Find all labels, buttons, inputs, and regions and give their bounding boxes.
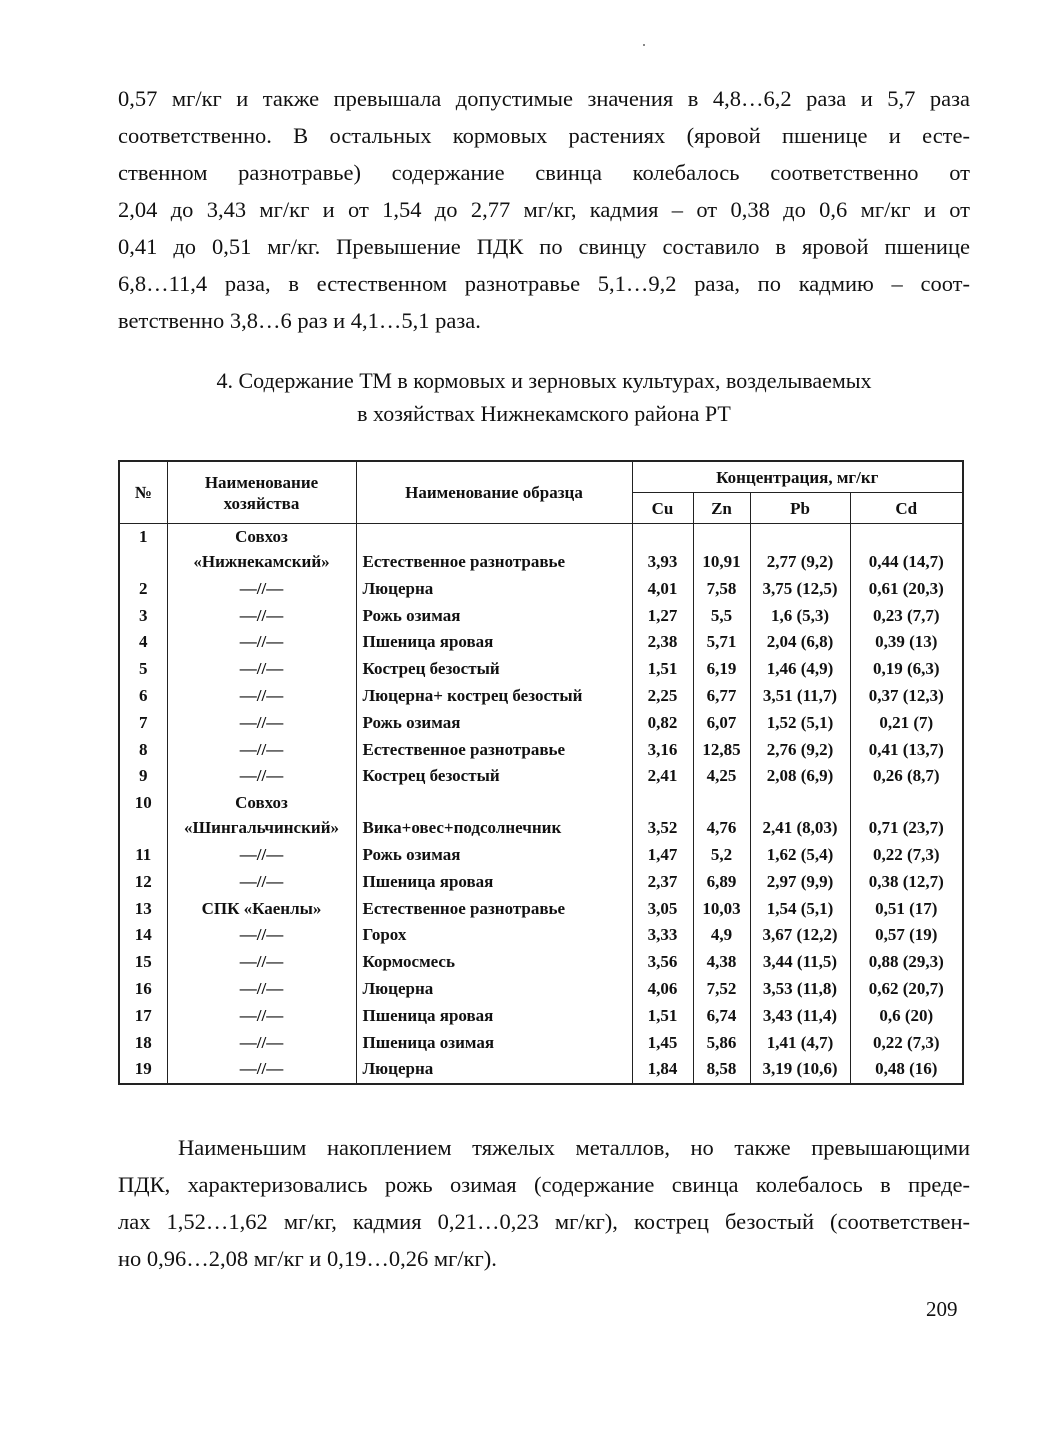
cell-zn: 6,74	[693, 1003, 750, 1030]
cell-pb: 3,67 (12,2)	[750, 922, 850, 949]
cell-pb	[750, 790, 850, 815]
cell-cu: 3,33	[632, 922, 693, 949]
cell-num: 10	[119, 790, 167, 815]
cell-pb	[750, 524, 850, 550]
cell-farm: —//—	[167, 922, 356, 949]
header-pb: Pb	[750, 493, 850, 524]
table-row	[119, 524, 963, 550]
cell-zn: 6,77	[693, 683, 750, 710]
cell-cd: 0,22 (7,3)	[850, 1030, 963, 1057]
cell-cd: 0,48 (16)	[850, 1056, 963, 1084]
text-line: Наименьшим накоплением тяжелых металлов, но также превышающими	[178, 1135, 970, 1160]
cell-cu: 3,93	[632, 549, 693, 576]
cell-cu: 1,47	[632, 842, 693, 869]
caption-line-2: в хозяйствах Нижнекамского района РТ	[357, 401, 731, 426]
table-row	[119, 896, 963, 923]
table-row	[119, 629, 963, 656]
cell-pb: 3,53 (11,8)	[750, 976, 850, 1003]
header-sample: Наименование образца	[356, 461, 632, 524]
cell-cd: 0,26 (8,7)	[850, 763, 963, 790]
cell-num: 14	[119, 922, 167, 949]
cell-zn	[693, 524, 750, 550]
cell-pb: 3,19 (10,6)	[750, 1056, 850, 1084]
cell-zn: 5,86	[693, 1030, 750, 1057]
cell-sample: Рожь озимая	[356, 603, 632, 630]
page-number: 209	[926, 1297, 958, 1321]
table-row	[119, 790, 963, 815]
table-row	[119, 683, 963, 710]
cell-pb: 2,76 (9,2)	[750, 737, 850, 764]
header-concentration: Концентрация, мг/кг	[632, 461, 963, 493]
cell-cd: 0,39 (13)	[850, 629, 963, 656]
table-row	[119, 1030, 963, 1057]
table-body	[119, 524, 963, 1085]
text-line: 0,41 до 0,51 мг/кг. Превышение ПДК по свинцу составило в яровой пшенице	[118, 234, 970, 259]
cell-farm: СПК «Каенлы»	[167, 896, 356, 923]
cell-sample: Естественное разнотравье	[356, 896, 632, 923]
cell-farm: —//—	[167, 1056, 356, 1084]
cell-zn: 5,71	[693, 629, 750, 656]
cell-cu	[632, 790, 693, 815]
cell-num: 17	[119, 1003, 167, 1030]
cell-pb: 2,77 (9,2)	[750, 549, 850, 576]
cell-pb: 3,75 (12,5)	[750, 576, 850, 603]
cell-num: 7	[119, 710, 167, 737]
header-farm: Наименование хозяйства	[167, 461, 356, 524]
cell-pb: 1,62 (5,4)	[750, 842, 850, 869]
cell-pb: 1,41 (4,7)	[750, 1030, 850, 1057]
cell-cu: 3,56	[632, 949, 693, 976]
cell-cu: 1,51	[632, 656, 693, 683]
cell-zn: 4,25	[693, 763, 750, 790]
cell-num: 4	[119, 629, 167, 656]
cell-zn: 10,91	[693, 549, 750, 576]
cell-sample: Естественное разнотравье	[356, 737, 632, 764]
cell-zn: 6,89	[693, 869, 750, 896]
cell-cd: 0,41 (13,7)	[850, 737, 963, 764]
cell-pb: 1,54 (5,1)	[750, 896, 850, 923]
table-row	[119, 976, 963, 1003]
table-row	[119, 549, 963, 576]
cell-cu	[632, 524, 693, 550]
cell-cu: 4,01	[632, 576, 693, 603]
table-row	[119, 656, 963, 683]
cell-cd: 0,38 (12,7)	[850, 869, 963, 896]
cell-cd: 0,22 (7,3)	[850, 842, 963, 869]
paragraph-top	[118, 80, 970, 339]
cell-num: 11	[119, 842, 167, 869]
cell-cu: 2,25	[632, 683, 693, 710]
table-row	[119, 710, 963, 737]
text-line: ветственно 3,8…6 раз и 4,1…5,1 раза.	[118, 308, 481, 333]
cell-num: 8	[119, 737, 167, 764]
cell-farm: —//—	[167, 869, 356, 896]
cell-zn: 6,07	[693, 710, 750, 737]
cell-sample: Рожь озимая	[356, 710, 632, 737]
cell-sample: Люцерна	[356, 576, 632, 603]
cell-zn: 6,19	[693, 656, 750, 683]
cell-num: 5	[119, 656, 167, 683]
cell-cu: 4,06	[632, 976, 693, 1003]
cell-sample	[356, 790, 632, 815]
cell-pb: 1,52 (5,1)	[750, 710, 850, 737]
cell-sample: Кострец безостый	[356, 763, 632, 790]
cell-farm: —//—	[167, 737, 356, 764]
cell-sample: Естественное разнотравье	[356, 549, 632, 576]
table-row	[119, 815, 963, 842]
cell-num: 2	[119, 576, 167, 603]
cell-sample: Пшеница яровая	[356, 1003, 632, 1030]
cell-farm: —//—	[167, 1003, 356, 1030]
cell-cu: 3,52	[632, 815, 693, 842]
cell-cd: 0,71 (23,7)	[850, 815, 963, 842]
cell-sample: Рожь озимая	[356, 842, 632, 869]
cell-sample: Пшеница яровая	[356, 629, 632, 656]
cell-farm: —//—	[167, 683, 356, 710]
cell-cd	[850, 524, 963, 550]
cell-sample: Кормосмесь	[356, 949, 632, 976]
cell-cu: 1,27	[632, 603, 693, 630]
table-row	[119, 603, 963, 630]
cell-cu: 2,37	[632, 869, 693, 896]
cell-zn: 4,9	[693, 922, 750, 949]
cell-cd: 0,62 (20,7)	[850, 976, 963, 1003]
cell-cu: 1,51	[632, 1003, 693, 1030]
header-num: №	[119, 461, 167, 524]
cell-sample: Кострец безостый	[356, 656, 632, 683]
cell-zn: 8,58	[693, 1056, 750, 1084]
cell-sample: Люцерна+ кострец безостый	[356, 683, 632, 710]
header-cu: Cu	[632, 493, 693, 524]
cell-zn: 4,76	[693, 815, 750, 842]
cell-pb: 3,43 (11,4)	[750, 1003, 850, 1030]
cell-cu: 1,84	[632, 1056, 693, 1084]
cell-num	[119, 815, 167, 842]
text-line: но 0,96…2,08 мг/кг и 0,19…0,26 мг/кг).	[118, 1246, 497, 1271]
text-line: 6,8…11,4 раза, в естественном разнотравье 5,1…9,2 раза, по кадмию – соот-	[118, 271, 970, 296]
cell-cu: 3,16	[632, 737, 693, 764]
paragraph-bottom	[118, 1129, 970, 1277]
cell-pb: 2,08 (6,9)	[750, 763, 850, 790]
table-row	[119, 1056, 963, 1084]
text-line: соответственно. В остальных кормовых растениях (яровой пшенице и есте-	[118, 123, 970, 148]
cell-cd: 0,6 (20)	[850, 1003, 963, 1030]
cell-zn: 5,5	[693, 603, 750, 630]
cell-cd: 0,44 (14,7)	[850, 549, 963, 576]
cell-cu: 2,41	[632, 763, 693, 790]
cell-zn: 5,2	[693, 842, 750, 869]
cell-pb: 1,6 (5,3)	[750, 603, 850, 630]
cell-farm: —//—	[167, 1030, 356, 1057]
cell-farm: —//—	[167, 603, 356, 630]
table-row	[119, 1003, 963, 1030]
cell-cd	[850, 790, 963, 815]
table-row	[119, 737, 963, 764]
cell-num: 12	[119, 869, 167, 896]
table-caption	[118, 364, 970, 430]
cell-pb: 3,44 (11,5)	[750, 949, 850, 976]
cell-zn: 7,52	[693, 976, 750, 1003]
cell-farm: —//—	[167, 576, 356, 603]
cell-zn: 12,85	[693, 737, 750, 764]
cell-cd: 0,51 (17)	[850, 896, 963, 923]
text-line: 0,57 мг/кг и также превышала допустимые значения в 4,8…6,2 раза и 5,7 раза	[118, 86, 970, 111]
text-line: ственном разнотравье) содержание свинца колебалось соответственно от	[118, 160, 970, 185]
cell-sample: Вика+овес+подсолнечник	[356, 815, 632, 842]
text-line: лах 1,52…1,62 мг/кг, кадмия 0,21…0,23 мг/кг), кострец безостый (соответствен-	[118, 1209, 970, 1234]
cell-cd: 0,61 (20,3)	[850, 576, 963, 603]
cell-cd: 0,57 (19)	[850, 922, 963, 949]
cell-zn: 10,03	[693, 896, 750, 923]
cell-cd: 0,37 (12,3)	[850, 683, 963, 710]
cell-zn: 4,38	[693, 949, 750, 976]
cell-cd: 0,23 (7,7)	[850, 603, 963, 630]
cell-cd: 0,88 (29,3)	[850, 949, 963, 976]
cell-cu: 3,05	[632, 896, 693, 923]
cell-cd: 0,21 (7)	[850, 710, 963, 737]
cell-num: 15	[119, 949, 167, 976]
cell-farm: «Шингальчинский»	[167, 815, 356, 842]
cell-cu: 1,45	[632, 1030, 693, 1057]
heavy-metals-table	[118, 460, 964, 1085]
table-row	[119, 922, 963, 949]
cell-pb: 2,41 (8,03)	[750, 815, 850, 842]
cell-pb: 2,04 (6,8)	[750, 629, 850, 656]
cell-farm: —//—	[167, 629, 356, 656]
table-row	[119, 842, 963, 869]
cell-num: 1	[119, 524, 167, 550]
cell-zn	[693, 790, 750, 815]
caption-line-1: 4. Содержание ТМ в кормовых и зерновых культурах, возделываемых	[216, 368, 872, 393]
table-row	[119, 869, 963, 896]
header-cd: Cd	[850, 493, 963, 524]
cell-farm: —//—	[167, 656, 356, 683]
scan-speck	[643, 44, 645, 46]
cell-sample: Люцерна	[356, 1056, 632, 1084]
cell-pb: 1,46 (4,9)	[750, 656, 850, 683]
cell-farm: Совхоз	[167, 524, 356, 550]
cell-farm: «Нижнекамский»	[167, 549, 356, 576]
cell-num: 16	[119, 976, 167, 1003]
cell-num: 3	[119, 603, 167, 630]
cell-cd: 0,19 (6,3)	[850, 656, 963, 683]
table-row	[119, 763, 963, 790]
cell-sample	[356, 524, 632, 550]
cell-cu: 0,82	[632, 710, 693, 737]
cell-farm: Совхоз	[167, 790, 356, 815]
cell-sample: Люцерна	[356, 976, 632, 1003]
cell-farm: —//—	[167, 763, 356, 790]
cell-farm: —//—	[167, 949, 356, 976]
table-row	[119, 576, 963, 603]
cell-farm: —//—	[167, 842, 356, 869]
cell-sample: Пшеница озимая	[356, 1030, 632, 1057]
cell-sample: Горох	[356, 922, 632, 949]
cell-num: 13	[119, 896, 167, 923]
cell-num: 18	[119, 1030, 167, 1057]
cell-num	[119, 549, 167, 576]
table-row	[119, 949, 963, 976]
cell-num: 9	[119, 763, 167, 790]
cell-farm: —//—	[167, 710, 356, 737]
text-line: ПДК, характеризовались рожь озимая (содержание свинца колебалось в преде-	[118, 1172, 970, 1197]
text-line: 2,04 до 3,43 мг/кг и от 1,54 до 2,77 мг/кг, кадмия – от 0,38 до 0,6 мг/кг и от	[118, 197, 970, 222]
cell-num: 6	[119, 683, 167, 710]
cell-num: 19	[119, 1056, 167, 1084]
cell-pb: 3,51 (11,7)	[750, 683, 850, 710]
cell-cu: 2,38	[632, 629, 693, 656]
cell-zn: 7,58	[693, 576, 750, 603]
cell-farm: —//—	[167, 976, 356, 1003]
cell-pb: 2,97 (9,9)	[750, 869, 850, 896]
header-zn: Zn	[693, 493, 750, 524]
cell-sample: Пшеница яровая	[356, 869, 632, 896]
